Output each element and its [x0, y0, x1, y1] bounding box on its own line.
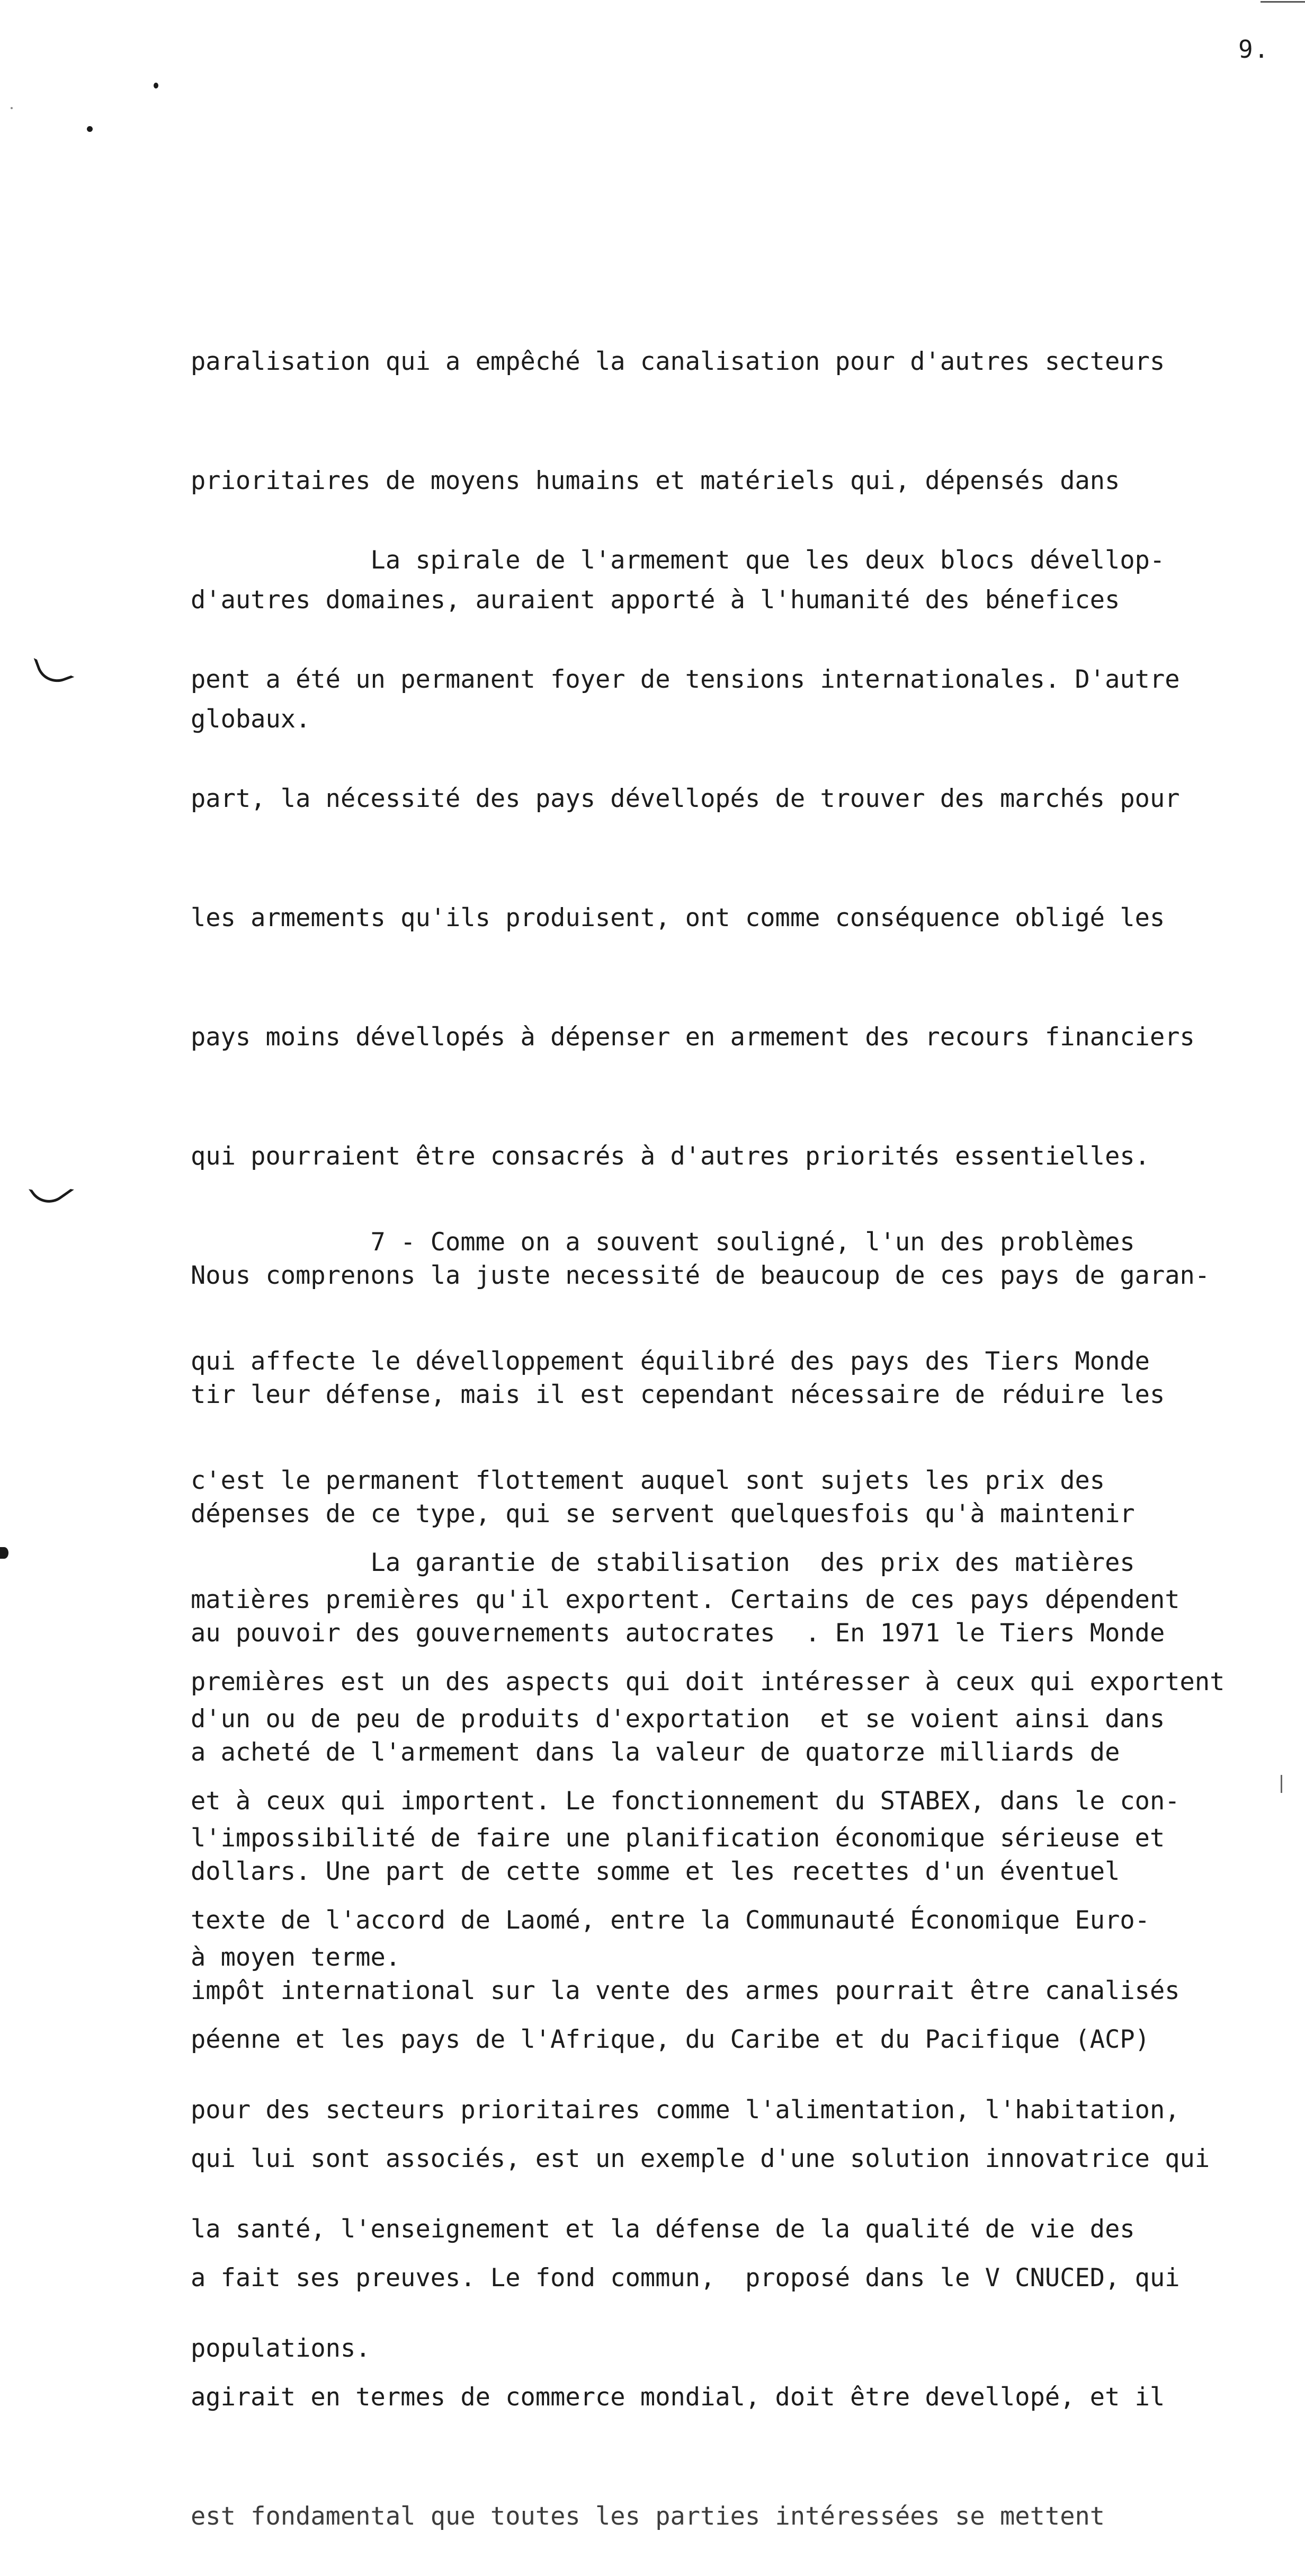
- text-line: d'un ou de peu de produits d'exportation et se voient ainsi dans: [191, 1704, 1165, 1734]
- text-line: pour des secteurs prioritaires comme l'alimentation, l'habitation,: [191, 2095, 1180, 2125]
- text-line: les armements qu'ils produisent, ont comme conséquence obligé les: [191, 903, 1165, 932]
- scan-speck: [87, 126, 93, 132]
- text-line: part, la nécessité des pays dévellopés de trouver des marchés pour: [191, 784, 1180, 813]
- text-line: la santé, l'enseignement et la défense de la qualité de vie des: [191, 2215, 1135, 2244]
- text-line: qui affecte le dévelloppement équilibré des pays des Tiers Monde: [191, 1347, 1150, 1376]
- paragraph-4: [191, 1463, 1298, 2576]
- text-line: dollars. Une part de cette somme et les recettes d'un éventuel: [191, 1857, 1120, 1886]
- text-line: au pouvoir des gouvernements autocrates . En 1971 le Tiers Monde: [191, 1619, 1165, 1648]
- text-line: l'impossibilité de faire une planification économique sérieuse et: [191, 1824, 1165, 1853]
- text-line: prioritaires de moyens humains et matériels qui, dépensés dans: [191, 466, 1120, 495]
- text-line: populations.: [191, 2334, 371, 2363]
- text-line: a fait ses preuves. Le fond commun, proposé dans le V CNUCED, qui: [191, 2263, 1180, 2293]
- margin-bracket-mark: [29, 1168, 74, 1211]
- text-line: impôt international sur la vente des armes pourrait être canalisés: [191, 1976, 1180, 2005]
- text-line: et à ceux qui importent. Le fonctionnement du STABEX, dans le con-: [191, 1787, 1180, 1816]
- page-number: 9.: [1238, 35, 1270, 64]
- text-line: texte de l'accord de Laomé, entre la Communauté Économique Euro-: [191, 1906, 1150, 1935]
- scan-speck: [0, 1547, 8, 1559]
- text-line: Nous comprenons la juste necessité de beaucoup de ces pays de garan-: [191, 1261, 1210, 1290]
- text-line: La spirale de l'armement que les deux blocs dévellop-: [191, 546, 1165, 575]
- text-line: qui lui sont associés, est un exemple d'une solution innovatrice qui: [191, 2144, 1210, 2173]
- text-line: pays moins dévellopés à dépenser en armement des recours financiers: [191, 1023, 1195, 1052]
- text-line: dépenses de ce type, qui se servent quelquesfois qu'à maintenir: [191, 1499, 1135, 1529]
- text-line: est fondamental que toutes les parties intéressées se mettent: [191, 2502, 1105, 2531]
- text-line: qui pourraient être consacrés à d'autres priorités essentielles.: [191, 1142, 1150, 1171]
- text-line: péenne et les pays de l'Afrique, du Caribe et du Pacifique (ACP): [191, 2025, 1150, 2054]
- text-line: La garantie de stabilisation des prix des matières: [191, 1548, 1135, 1577]
- margin-bracket-mark: [34, 647, 75, 688]
- text-line: paralisation qui a empêché la canalisation pour d'autres secteurs: [191, 347, 1165, 376]
- scan-speck: [11, 107, 13, 109]
- text-line: pent a été un permanent foyer de tensions internationales. D'autre: [191, 665, 1180, 694]
- text-line: globaux.: [191, 705, 311, 734]
- text-line: à moyen terme.: [191, 1943, 401, 1972]
- scan-speck: [154, 83, 158, 88]
- text-line: c'est le permanent flottement auquel sont sujets les prix des: [191, 1466, 1105, 1495]
- text-line: a acheté de l'armement dans la valeur de quatorze milliards de: [191, 1738, 1120, 1767]
- text-line: agirait en termes de commerce mondial, doit être devellopé, et il: [191, 2383, 1165, 2412]
- text-line: tir leur défense, mais il est cependant nécessaire de réduire les: [191, 1380, 1165, 1409]
- text-line: 7 - Comme on a souvent souligné, l'un des problèmes: [191, 1228, 1135, 1257]
- top-edge-rule: [1261, 1, 1305, 3]
- text-line: d'autres domaines, auraient apporté à l'humanité des bénefices: [191, 585, 1120, 615]
- text-line: premières est un des aspects qui doit intéresser à ceux qui exportent: [191, 1667, 1225, 1696]
- text-line: matières premières qu'il exportent. Certains de ces pays dépendent: [191, 1585, 1180, 1614]
